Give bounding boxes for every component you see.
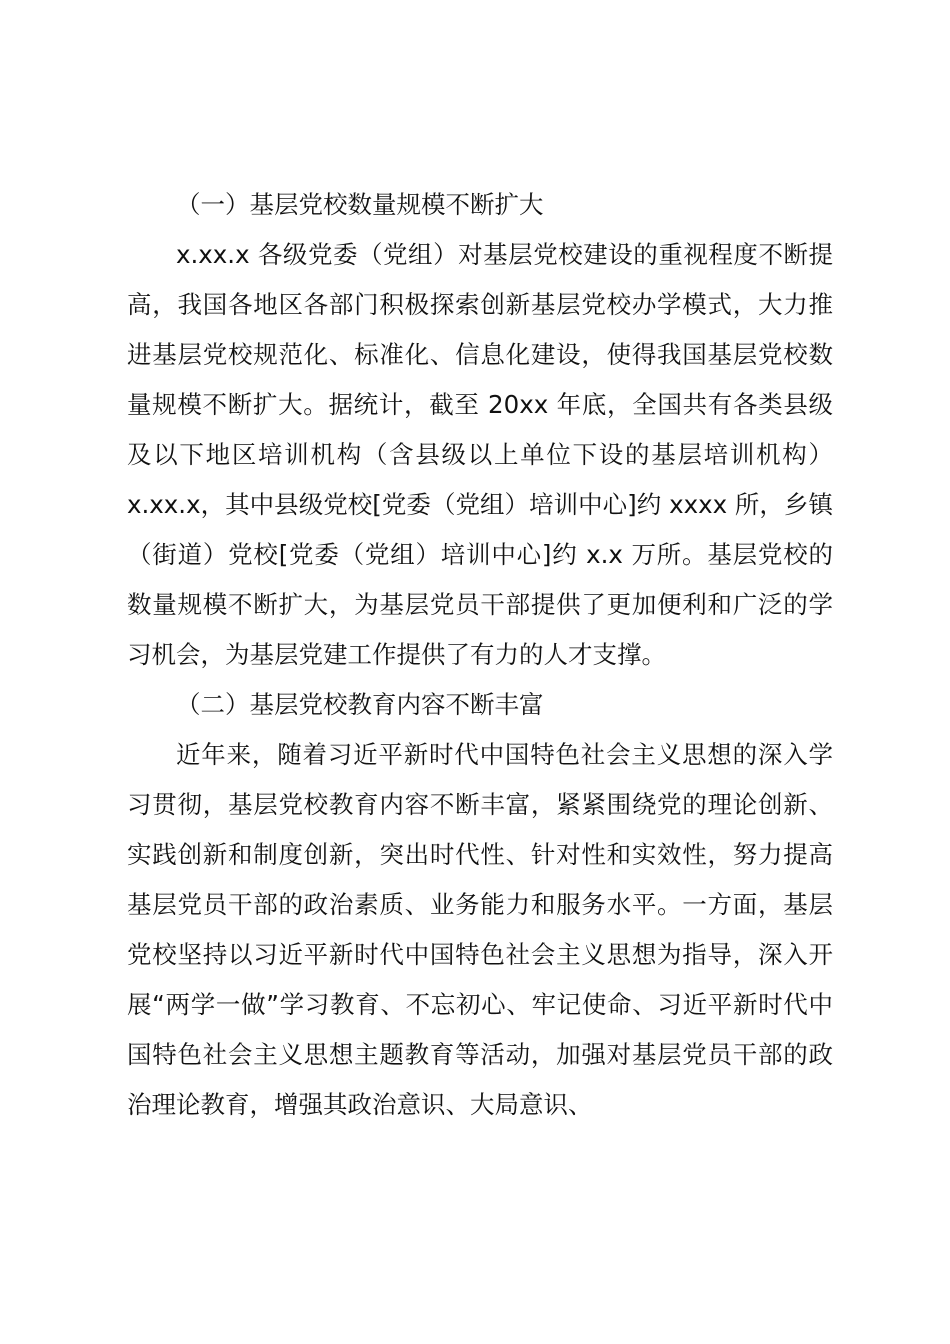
document-page [127,180,833,1130]
paragraph-1: x.xx.x 各级党委（党组）对基层党校建设的重视程度不断提高，我国各地区各部门积极探索创新基层党校办学模式，大力推进基层党校规范化、标准化、信息化建设，使得我国基层党校数量规模不断扩大。据统计，截至 20xx 年底，全国共有各类县级及以下地区培训机构（含县级以上单位下设的基层培训机构）x.xx.x，其中县级党校[党委（党组）培训中心]约 xxxx 所，乡镇（街道）党校[党委（党组）培训中心]约 x.x 万所。基层党校的数量规模不断扩大，为基层党员干部提供了更加便利和广泛的学习机会，为基层党建工作提供了有力的人才支撑。 [127,240,833,669]
section-heading-1: （一）基层党校数量规模不断扩大 [176,190,544,219]
paragraph-2: 近年来，随着习近平新时代中国特色社会主义思想的深入学习贯彻，基层党校教育内容不断丰富，紧紧围绕党的理论创新、实践创新和制度创新，突出时代性、针对性和实效性，努力提高基层党员干部的政治素质、业务能力和服务水平。一方面，基层党校坚持以习近平新时代中国特色社会主义思想为指导，深入开展“两学一做”学习教育、不忘初心、牢记使命、习近平新时代中国特色社会主义思想主题教育等活动，加强对基层党员干部的政治理论教育，增强其政治意识、大局意识、 [127,740,833,1119]
section-heading-2: （二）基层党校教育内容不断丰富 [176,690,544,719]
